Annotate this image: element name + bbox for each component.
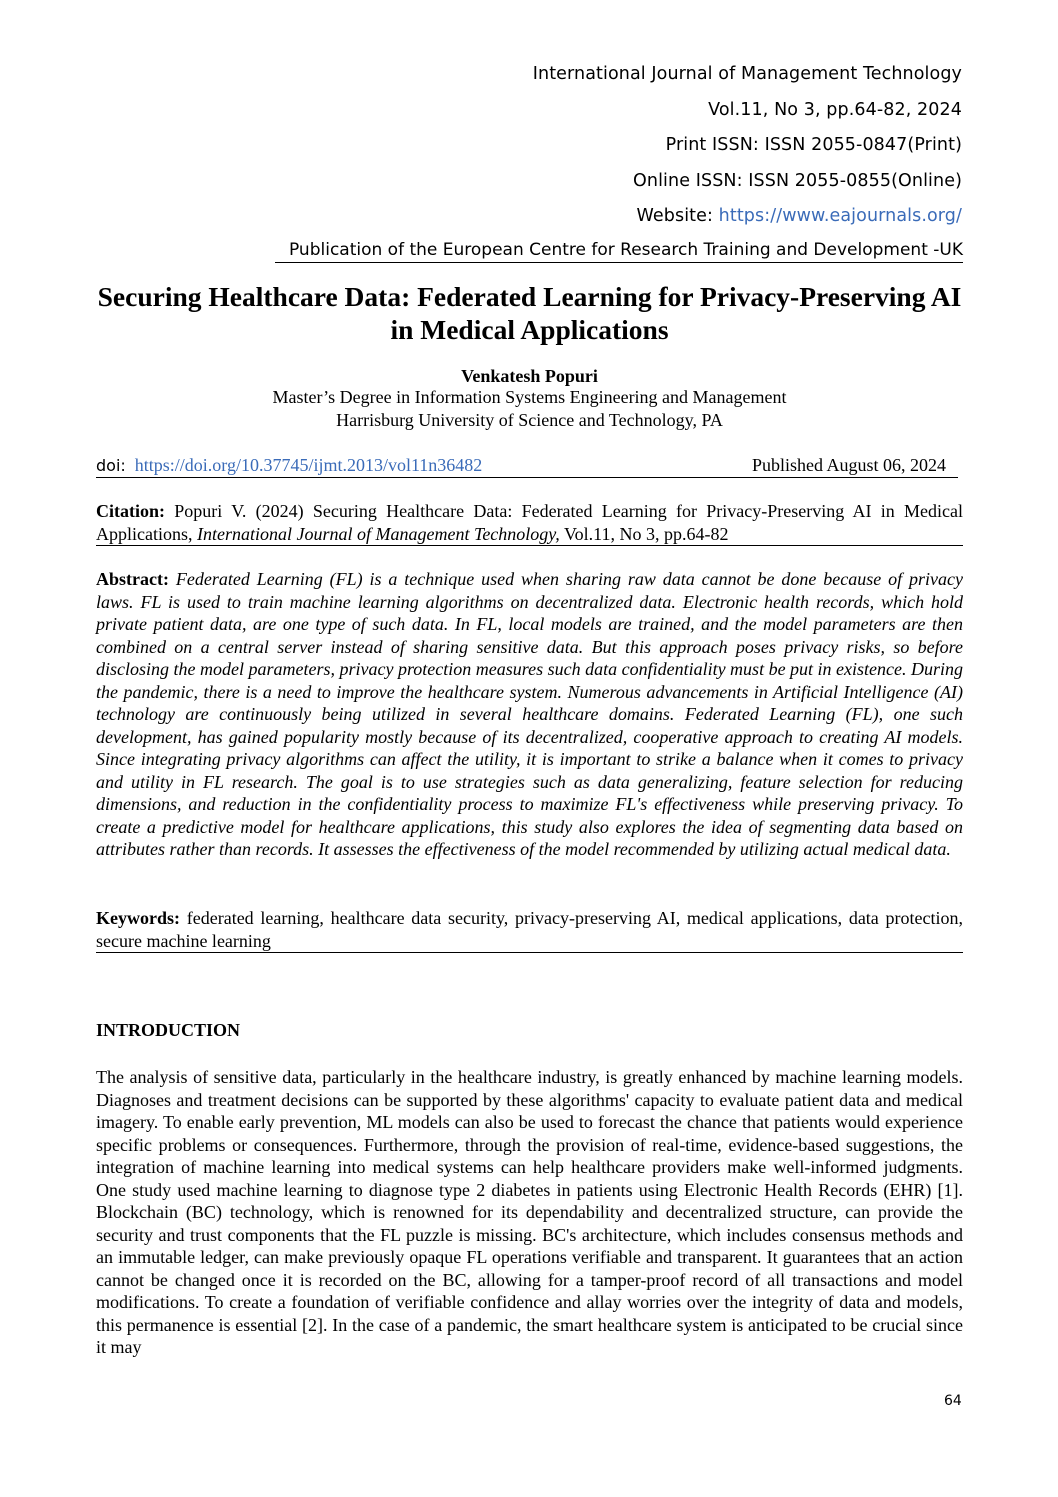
- published-date: Published August 06, 2024: [751, 455, 946, 475]
- citation-label: Citation:: [96, 501, 165, 521]
- journal-name: International Journal of Management Technology: [532, 64, 962, 84]
- website-line: [200, 206, 962, 226]
- author-degree: Master’s Degree in Information Systems Engineering and Management: [272, 387, 787, 407]
- keywords-text: federated learning, healthcare data security, privacy-preserving AI, medical applications, data protection, secure machine learning: [96, 908, 964, 951]
- page-number: 64: [944, 1393, 962, 1409]
- print-issn: Print ISSN: ISSN 2055-0847(Print): [665, 135, 962, 155]
- abstract-block: [96, 568, 963, 861]
- online-issn: Online ISSN: ISSN 2055-0855(Online): [633, 171, 962, 191]
- website-label: Website:: [636, 206, 713, 226]
- volume-info: Vol.11, No 3, pp.64-82, 2024: [708, 100, 962, 120]
- keywords-label: Keywords:: [96, 908, 180, 928]
- doi-link[interactable]: https://doi.org/10.37745/ijmt.2013/vol11n36482: [134, 455, 483, 475]
- doi-label: doi:: [96, 456, 126, 475]
- citation-block: [96, 500, 963, 546]
- abstract-label: Abstract:: [96, 569, 169, 589]
- publisher-line: Publication of the European Centre for Research Training and Development -UK: [275, 240, 963, 263]
- paper-title: Securing Healthcare Data: Federated Learning for Privacy-Preserving AI in Medical Applications: [97, 281, 962, 345]
- author-name: Venkatesh Popuri: [461, 366, 598, 386]
- doi-line: [96, 455, 958, 478]
- section-heading-introduction: INTRODUCTION: [96, 1020, 241, 1040]
- citation-journal: International Journal of Management Technology,: [197, 523, 560, 544]
- abstract-text: Federated Learning (FL) is a technique used when sharing raw data cannot be done because of privacy laws. FL is used to train machine learning algorithms on decentralized data. Electronic health records, which hold private patient data, are one type of such data. In FL, local models are trained, and the model parameters are then combined on a central server instead of sharing sensitive data. But this approach poses privacy risks, so before disclosing the model parameters, privacy protection measures such data confidentiality must be put in existence. During the pandemic, there is a need to improve the healthcare system. Numerous advancements in Artificial Intelligence (AI) technology are continuously being utilized in several healthcare domains. Federated Learning (FL), one such development, has gained popularity mostly because of its decentralized, cooperative approach to creating AI models. Since integrating privacy algorithms can affect the utility, it is important to strike a balance when it comes to privacy and utility in FL research. The goal is to use strategies such as data generalizing, feature selection for reducing dimensions, and reduction in the confidentiality process to maximize FL's effectiveness while preserving privacy. To create a predictive model for healthcare applications, this study also explores the idea of segmenting data based on attributes rather than records. It assesses the effectiveness of the model recommended by utilizing actual medical data.: [96, 569, 964, 859]
- keywords-block: [96, 907, 963, 953]
- website-link[interactable]: https://www.eajournals.org/: [718, 206, 962, 226]
- citation-text: Popuri V. (2024) Securing Healthcare Data: Federated Learning for Privacy-Preserving AI in Medical Applications,: [96, 501, 963, 544]
- citation-volume: Vol.11, No 3, pp.64-82: [563, 523, 729, 544]
- author-affiliation: Harrisburg University of Science and Technology, PA: [336, 410, 723, 430]
- introduction-paragraph: The analysis of sensitive data, particularly in the healthcare industry, is greatly enhanced by machine learning models. Diagnoses and treatment decisions can be supported by these algorithms' capacity to evaluate patient data and medical imagery. To enable early prevention, ML models can also be used to forecast the chance that patients would experience specific problems or consequences. Furthermore, through the provision of real-time, evidence-based suggestions, the integration of machine learning into medical systems can help healthcare providers make well-informed judgments. One study used machine learning to diagnose type 2 diabetes in patients using Electronic Health Records (EHR) [1]. Blockchain (BC) technology, which is renowned for its dependability and decentralized structure, can provide the security and trust components that the FL puzzle is missing. BC's architecture, which includes consensus methods and an immutable ledger, can make previously opaque FL operations verifiable and transparent. It guarantees that an action cannot be changed once it is recorded on the BC, allowing for a tamper-proof record of all transactions and model modifications. To create a foundation of verifiable confidence and allay worries over the integrity of data and models, this permanence is essential [2]. In the case of a pandemic, the smart healthcare system is anticipated to be crucial since it may: [96, 1067, 963, 1357]
